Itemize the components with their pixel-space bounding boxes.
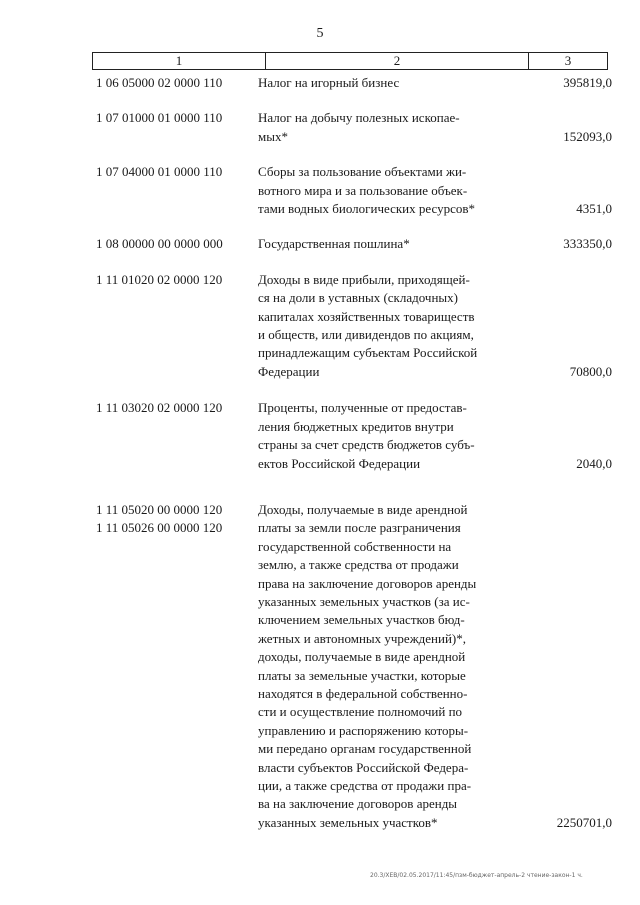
revenue-name: Сборы за пользование объектами жи- вотного мира и за пользование объек- тами водных биологических ресурсов* xyxy=(258,164,475,217)
page-number: 5 xyxy=(316,26,324,41)
revenue-amount: 2040,0 xyxy=(576,455,612,471)
revenue-name: Доходы в виде прибыли, приходящей- ся на доли в уставных (складочных) капиталах хозяйственных товариществ и обществ, или дивидендов по акциям, принадлежащим субъектам Российской Федерации xyxy=(258,271,478,379)
revenue-amount: 70800,0 xyxy=(569,363,612,379)
table-row xyxy=(96,109,612,146)
table-row xyxy=(96,235,612,253)
revenue-name: Налог на добычу полезных ископае- мых* xyxy=(258,110,460,144)
header-col-3: 3 xyxy=(564,53,572,68)
revenue-code: 1 07 01000 01 0000 110 xyxy=(96,110,223,126)
revenue-amount: 2250701,0 xyxy=(556,814,612,830)
revenue-amount: 333350,0 xyxy=(563,236,612,252)
table-row xyxy=(96,271,612,381)
table-row xyxy=(96,501,612,832)
revenue-code: 1 11 03020 02 0000 120 xyxy=(96,400,223,416)
revenue-amount: 152093,0 xyxy=(563,128,612,144)
header-col-1: 1 xyxy=(93,53,266,69)
revenue-name: Проценты, полученные от предостав- ления бюджетных кредитов внутри страны за счет средств бюджетов субъ- ектов Российской Федерации xyxy=(258,400,475,471)
table-header xyxy=(92,52,608,70)
revenue-code: 1 08 00000 00 0000 000 xyxy=(96,236,223,252)
revenue-code: 1 11 01020 02 0000 120 xyxy=(96,271,223,287)
table-row xyxy=(96,163,612,218)
revenue-amount: 4351,0 xyxy=(576,201,612,217)
revenue-amount: 395819,0 xyxy=(563,75,612,90)
revenue-name: Доходы, получаемые в виде арендной платы за земли после разграничения государственной собственности на землю, а также средства от продажи права на заключение договоров аренды указанных земельных участков (за ис- ключением земельных участков бюд- жетных и автономных учреждений)*, доходы, получаемые в виде арендной платы за земельные участки, которые находятся в федеральной собственно- сти и осуществление полномочий по управлению и распоряжению которы- ми передано органам государственной власти субъектов Российской Федера- ции, а также средства от продажи пра- ва на заключение договоров аренды указанных земельных участков* xyxy=(258,501,477,830)
revenue-code: 1 11 05020 00 0000 120 1 11 05026 00 0000 120 xyxy=(96,501,223,536)
table-row xyxy=(96,74,612,92)
table-row xyxy=(96,399,612,473)
table-body xyxy=(96,74,612,832)
revenue-code: 1 07 04000 01 0000 110 xyxy=(96,164,223,180)
header-col-2: 2 xyxy=(266,53,529,69)
revenue-name: Государственная пошлина* xyxy=(258,236,410,252)
revenue-code: 1 06 05000 02 0000 110 xyxy=(96,75,223,90)
revenue-name: Налог на игорный бизнес xyxy=(258,75,400,90)
footer-filename: 20.3/XEB/02.05.2017/11:45/пзм-бюджет-апрель-2 чтение-закон-1 ч. xyxy=(370,872,583,879)
